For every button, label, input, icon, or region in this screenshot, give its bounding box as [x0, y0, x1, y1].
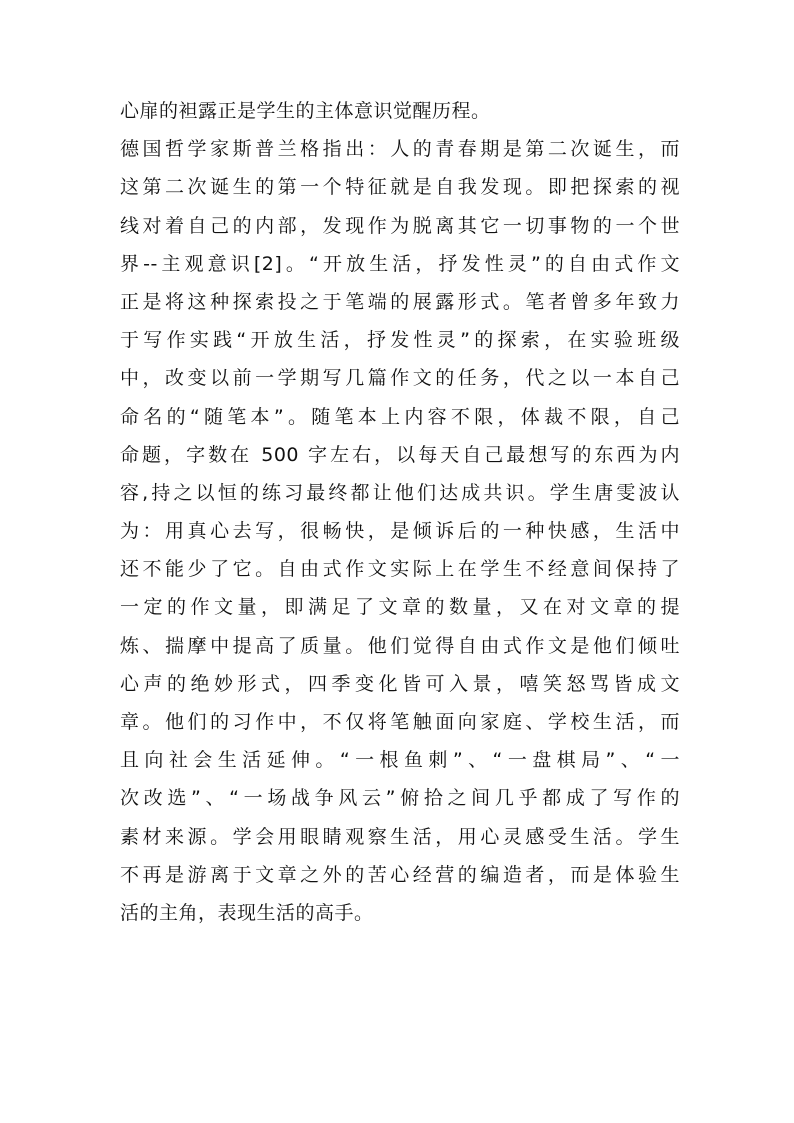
text-line: 心声的绝妙形式，四季变化皆可入景，嘻笑怒骂皆成文	[120, 672, 680, 695]
text-line: 为：用真心去写，很畅快，是倾诉后的一种快感，生活中	[120, 520, 680, 543]
text-line: 活的主角，表现生活的高手。	[120, 901, 374, 924]
text-line: 德国哲学家斯普兰格指出：人的青春期是第二次诞生，而	[120, 138, 680, 161]
text-line: 线对着自己的内部，发现作为脱离其它一切事物的一个世	[120, 214, 680, 237]
text-line: 炼、揣摩中提高了质量。他们觉得自由式作文是他们倾吐	[120, 634, 680, 657]
text-line: 且向社会生活延伸。“一根鱼刺”、“一盘棋局”、“一	[120, 749, 680, 772]
text-line: 一定的作文量，即满足了文章的数量，又在对文章的提	[120, 596, 680, 619]
text-line: 中，改变以前一学期写几篇作文的任务，代之以一本自己	[120, 367, 680, 390]
text-line: 素材来源。学会用眼睛观察生活，用心灵感受生活。学生	[120, 825, 680, 848]
text-line: 次改选”、“一场战争风云”俯拾之间几乎都成了写作的	[120, 787, 680, 810]
text-line: 正是将这种探索投之于笔端的展露形式。笔者曾多年致力	[120, 290, 680, 313]
text-line: 界--主观意识[2]。“开放生活，抒发性灵”的自由式作文	[120, 252, 680, 275]
text-line: 于写作实践“开放生活，抒发性灵”的探索，在实验班级	[120, 329, 680, 352]
text-line: 心扉的袒露正是学生的主体意识觉醒历程。	[120, 100, 491, 122]
text-line: 不再是游离于文章之外的苦心经营的编造者，而是体验生	[120, 863, 680, 886]
text-line: 命名的“随笔本”。随笔本上内容不限，体裁不限，自己	[120, 405, 680, 428]
text-line: 章。他们的习作中，不仅将笔触面向家庭、学校生活，而	[120, 711, 680, 733]
text-line: 还不能少了它。自由式作文实际上在学生不经意间保持了	[120, 558, 680, 581]
text-line: 这第二次诞生的第一个特征就是自我发现。即把探索的视	[120, 176, 680, 199]
body-text	[120, 92, 680, 932]
text-line: 命题，字数在 500 字左右，以每天自己最想写的东西为内	[120, 443, 680, 466]
text-line: 容,持之以恒的练习最终都让他们达成共识。学生唐雯波认	[120, 481, 680, 504]
